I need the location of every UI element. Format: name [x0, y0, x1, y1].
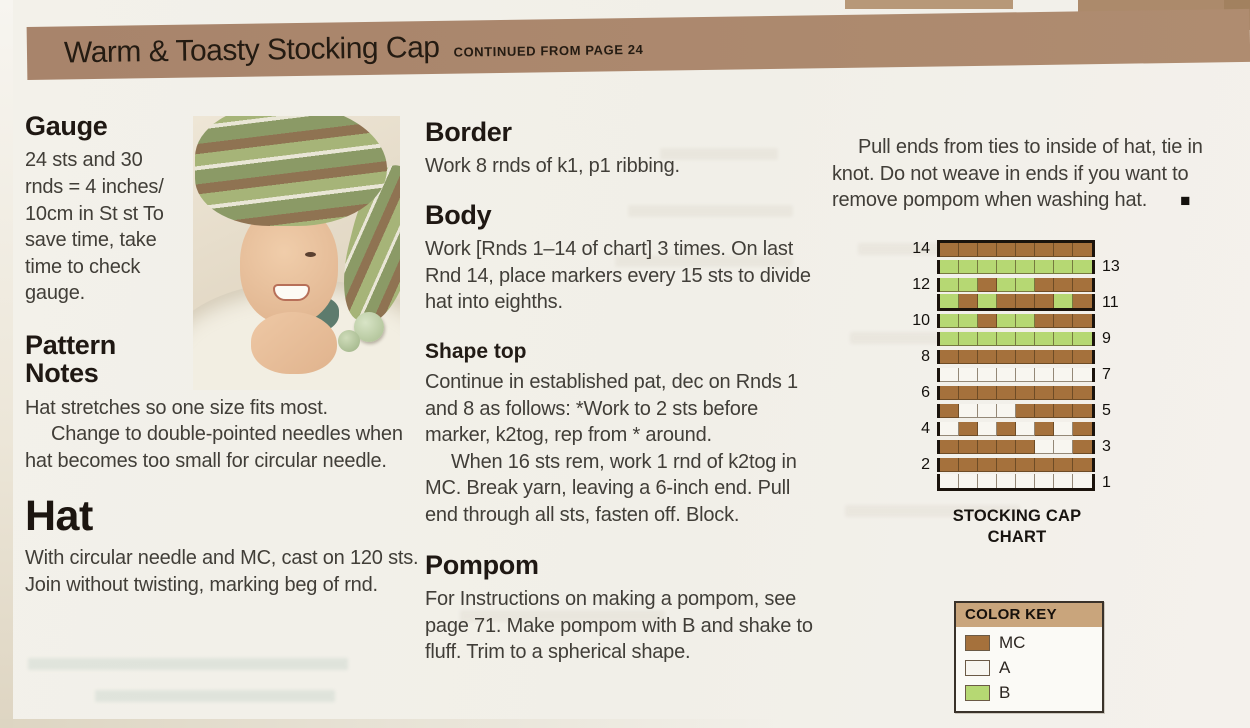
chart-row: [910, 420, 1130, 438]
stocking-cap-chart: [910, 240, 1130, 492]
chart-cell-mc: [1054, 458, 1073, 472]
chart-row-number-right: 13: [1102, 257, 1120, 275]
chart-cell-mc: [959, 440, 978, 454]
color-key-entry: [965, 658, 1093, 678]
chart-row: [910, 294, 1130, 312]
chart-cell-mc: [940, 243, 959, 257]
body-heading: Body: [425, 199, 492, 230]
chart-cell-b: [978, 260, 997, 274]
chart-row-cells: [937, 294, 1095, 311]
chart-cell-b: [959, 332, 978, 346]
chart-cell-a: [1035, 474, 1054, 488]
chart-cell-mc: [1016, 440, 1035, 454]
chart-cell-mc: [1073, 404, 1092, 418]
chart-row: [910, 402, 1130, 420]
chart-caption: [910, 506, 1124, 549]
hat-heading: Hat: [25, 492, 93, 541]
chart-cell-mc: [978, 386, 997, 400]
chart-cell-a: [1016, 474, 1035, 488]
chart-cell-b: [997, 314, 1016, 328]
chart-cell-mc: [1035, 243, 1054, 257]
chart-cell-mc: [997, 386, 1016, 400]
chart-cell-a: [1035, 440, 1054, 454]
shape-top-text: When 16 sts rem, work 1 rnd of k2tog in MC. Break yarn, leaving a 6-inch end. Pull end through all sts, fasten off. Block.: [425, 450, 797, 527]
chart-cell-mc: [1035, 314, 1054, 328]
chart-cell-a: [1054, 422, 1073, 436]
chart-cell-mc: [940, 458, 959, 472]
middle-column: [425, 118, 813, 666]
chart-cell-b: [1073, 332, 1092, 346]
pattern-notes-text: Change to double-pointed needles when hat becomes too small for circular needle.: [25, 423, 403, 472]
chart-cell-mc: [1054, 404, 1073, 418]
finishing-text: [832, 134, 1230, 214]
chart-cell-b: [940, 314, 959, 328]
chart-cell-mc: [1054, 314, 1073, 328]
chart-cell-a: [959, 474, 978, 488]
chart-cell-b: [1016, 314, 1035, 328]
chart-cell-mc: [1073, 314, 1092, 328]
border-heading: Border: [425, 117, 512, 147]
page-title: Warm & Toasty Stocking Cap: [63, 30, 440, 69]
chart-cell-b: [978, 294, 997, 308]
chart-row-number-left: 6: [921, 383, 930, 401]
chart-cell-mc: [1035, 422, 1054, 436]
chart-cell-mc: [997, 350, 1016, 364]
chart-row-number-right: 1: [1102, 473, 1111, 491]
chart-cell-mc: [1054, 386, 1073, 400]
chart-cell-mc: [1054, 278, 1073, 292]
pompom-heading: Pompom: [425, 549, 539, 580]
chart-cell-mc: [940, 404, 959, 418]
chart-row-cells: [937, 260, 1095, 274]
chart-cell-mc: [1035, 350, 1054, 364]
chart-cell-b: [1016, 278, 1035, 292]
chart-cell-mc: [959, 294, 978, 308]
chart-cell-mc: [978, 314, 997, 328]
section-pompom: [425, 551, 813, 666]
chart-row-number-left: 12: [912, 275, 930, 293]
chart-cell-a: [1054, 474, 1073, 488]
chart-cell-a: [1016, 422, 1035, 436]
chart-cell-mc: [940, 440, 959, 454]
color-key-label: B: [999, 682, 1011, 702]
chart-row-cells: [937, 350, 1095, 364]
chart-caption-line1: STOCKING CAP: [952, 506, 1082, 525]
chart-row-number-left: 14: [912, 239, 930, 257]
color-key-title: COLOR KEY: [956, 603, 1102, 627]
color-key-entry: [965, 633, 1093, 653]
chart-cell-mc: [1073, 350, 1092, 364]
chart-cell-mc: [997, 243, 1016, 257]
chart-row-cells: [937, 458, 1095, 472]
chart-cell-a: [978, 422, 997, 436]
chart-cell-mc: [1035, 458, 1054, 472]
chart-cell-mc: [1073, 294, 1092, 308]
model-eye: [305, 252, 316, 257]
chart-cell-mc: [1016, 294, 1035, 308]
chart-cell-mc: [997, 294, 1016, 308]
scan-artifact: [845, 0, 1013, 9]
gauge-heading: Gauge: [25, 111, 108, 141]
chart-cell-mc: [978, 458, 997, 472]
page-edge-left: [0, 0, 13, 728]
chart-cell-mc: [959, 386, 978, 400]
chart-cell-a: [959, 368, 978, 382]
pompom: [338, 330, 360, 352]
chart-cell-mc: [1016, 350, 1035, 364]
color-key-label: MC: [999, 632, 1026, 652]
chart-cell-a: [940, 368, 959, 382]
chart-cell-b: [940, 294, 959, 308]
chart-cell-b: [959, 278, 978, 292]
chart-cell-a: [1035, 368, 1054, 382]
chart-cell-a: [1073, 474, 1092, 488]
chart-row-number-left: 2: [921, 455, 930, 473]
color-swatch-b: [965, 685, 990, 701]
chart-cell-a: [978, 404, 997, 418]
hat-text: With circular needle and MC, cast on 120 sts. Join without twisting, marking beg of rnd.: [25, 547, 419, 596]
chart-cell-b: [1016, 260, 1035, 274]
border-text: Work 8 rnds of k1, p1 ribbing.: [425, 155, 680, 178]
chart-row-number-left: 10: [912, 311, 930, 329]
chart-cell-mc: [1016, 458, 1035, 472]
stocking-cap-chart-block: [910, 240, 1130, 549]
chart-cell-b: [940, 260, 959, 274]
chart-cell-a: [1054, 368, 1073, 382]
color-swatch-mc: [965, 635, 990, 651]
section-shape-top: [425, 340, 813, 529]
chart-row-cells: [937, 332, 1095, 346]
chart-cell-a: [997, 368, 1016, 382]
chart-cell-a: [940, 422, 959, 436]
chart-cell-mc: [1035, 386, 1054, 400]
chart-row: [910, 438, 1130, 456]
chart-cell-a: [959, 404, 978, 418]
chart-cell-mc: [978, 278, 997, 292]
chart-cell-b: [1054, 294, 1073, 308]
chart-cell-b: [997, 260, 1016, 274]
chart-cell-a: [978, 474, 997, 488]
chart-cell-mc: [1054, 243, 1073, 257]
chart-row-number-right: 3: [1102, 437, 1111, 455]
finishing-text-content: Pull ends from ties to inside of hat, tie in knot. Do not weave in ends if you want to remove pompom when washing hat.: [832, 136, 1203, 212]
end-of-article-mark: ■: [1180, 191, 1191, 211]
page-edge-bottom: [0, 719, 775, 728]
chart-cell-mc: [959, 458, 978, 472]
chart-cell-mc: [940, 386, 959, 400]
chart-row-cells: [937, 474, 1095, 491]
chart-cell-b: [1054, 332, 1073, 346]
chart-cell-b: [978, 332, 997, 346]
chart-cell-mc: [1073, 243, 1092, 257]
shape-top-text: Continue in established pat, dec on Rnds 1 and 8 as follows: *Work to 2 sts before marker, k2tog, rep from * around.: [425, 371, 798, 447]
chart-row: [910, 384, 1130, 402]
chart-cell-b: [1035, 260, 1054, 274]
chart-cell-b: [959, 314, 978, 328]
right-column: [832, 134, 1230, 713]
chart-cell-b: [1035, 332, 1054, 346]
chart-row: [910, 330, 1130, 348]
chart-cell-b: [959, 260, 978, 274]
chart-row-cells: [937, 404, 1095, 418]
chart-cell-mc: [940, 350, 959, 364]
section-body: [425, 201, 813, 316]
chart-cell-mc: [1035, 294, 1054, 308]
pattern-notes-text: Hat stretches so one size fits most.: [25, 396, 328, 419]
chart-row-cells: [937, 240, 1095, 257]
chart-cell-mc: [959, 350, 978, 364]
chart-row-cells: [937, 368, 1095, 382]
chart-cell-mc: [978, 350, 997, 364]
section-hat: [25, 492, 419, 598]
chart-cell-mc: [1035, 278, 1054, 292]
chart-cell-b: [997, 332, 1016, 346]
chart-row-number-right: 9: [1102, 329, 1111, 347]
chart-row: [910, 240, 1130, 258]
color-key-entry: [965, 683, 1093, 703]
chart-cell-a: [997, 474, 1016, 488]
chart-cell-mc: [959, 243, 978, 257]
shape-top-heading: Shape top: [425, 340, 527, 364]
print-showthrough: [95, 690, 335, 702]
chart-cell-b: [940, 332, 959, 346]
chart-row-number-right: 7: [1102, 365, 1111, 383]
gauge-text: 24 sts and 30 rnds = 4 inches/ 10cm in St st To save time, take time to check gauge.: [25, 149, 164, 305]
chart-cell-mc: [1016, 386, 1035, 400]
chart-row: [910, 474, 1130, 492]
model-hand: [251, 312, 337, 374]
chart-cell-mc: [1073, 422, 1092, 436]
chart-cell-mc: [978, 440, 997, 454]
chart-row-cells: [937, 278, 1095, 292]
article-title-bar: [27, 9, 1250, 80]
chart-cell-a: [940, 474, 959, 488]
chart-cell-b: [940, 278, 959, 292]
chart-cell-mc: [1035, 404, 1054, 418]
chart-cell-mc: [1073, 458, 1092, 472]
chart-cell-mc: [959, 422, 978, 436]
chart-row-cells: [937, 422, 1095, 436]
color-swatch-a: [965, 660, 990, 676]
chart-cell-b: [1073, 260, 1092, 274]
chart-cell-mc: [997, 440, 1016, 454]
chart-row-cells: [937, 314, 1095, 328]
body-text: Work [Rnds 1–14 of chart] 3 times. On last Rnd 14, place markers every 15 sts to divide hat into eighths.: [425, 238, 811, 314]
chart-cell-mc: [997, 422, 1016, 436]
model-smile: [273, 284, 310, 301]
chart-cell-b: [997, 278, 1016, 292]
color-key-entries: [956, 627, 1102, 711]
chart-cell-a: [978, 368, 997, 382]
chart-row: [910, 258, 1130, 276]
chart-row: [910, 456, 1130, 474]
chart-cell-mc: [1073, 386, 1092, 400]
chart-cell-a: [1073, 368, 1092, 382]
chart-cell-mc: [978, 243, 997, 257]
chart-caption-line2: CHART: [987, 528, 1047, 547]
chart-row-number-right: 11: [1102, 293, 1119, 311]
continued-note: CONTINUED FROM PAGE 24: [453, 41, 644, 60]
color-key: [954, 601, 1104, 713]
chart-cell-a: [1016, 368, 1035, 382]
chart-cell-mc: [1073, 278, 1092, 292]
chart-cell-mc: [1016, 243, 1035, 257]
chart-row-number-left: 8: [921, 347, 930, 365]
chart-row: [910, 366, 1130, 384]
pompom-text: For Instructions on making a pompom, see page 71. Make pompom with B and shake to fluff. Trim to a spherical shape.: [425, 587, 813, 664]
chart-cell-a: [1054, 440, 1073, 454]
chart-row: [910, 276, 1130, 294]
section-border: [425, 118, 813, 180]
chart-cell-a: [997, 404, 1016, 418]
chart-cell-mc: [1016, 404, 1035, 418]
chart-row-cells: [937, 386, 1095, 400]
knit-hat: [195, 116, 387, 226]
chart-row: [910, 348, 1130, 366]
chart-cell-b: [1016, 332, 1035, 346]
print-showthrough: [28, 658, 348, 670]
chart-row: [910, 312, 1130, 330]
section-gauge: [25, 112, 193, 307]
chart-cell-mc: [1073, 440, 1092, 454]
chart-row-cells: [937, 440, 1095, 454]
pattern-notes-heading: Pattern Notes: [25, 329, 116, 389]
chart-row-number-right: 5: [1102, 401, 1111, 419]
chart-cell-mc: [997, 458, 1016, 472]
chart-cell-mc: [1054, 350, 1073, 364]
chart-cell-b: [1054, 260, 1073, 274]
hat-model-photo: [193, 116, 400, 390]
color-key-label: A: [999, 657, 1011, 677]
chart-row-number-left: 4: [921, 419, 930, 437]
